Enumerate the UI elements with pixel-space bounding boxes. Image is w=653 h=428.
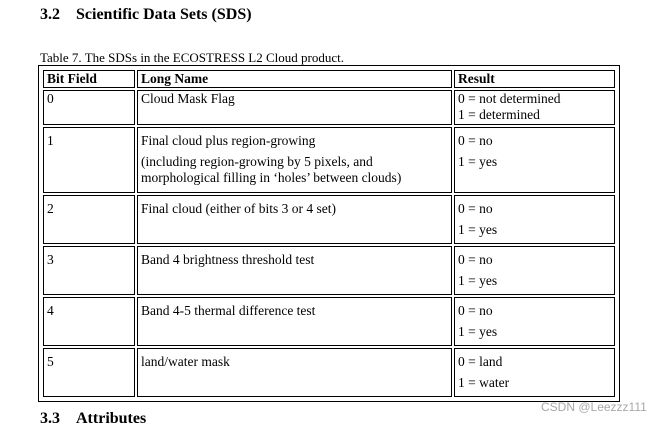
result-cell — [454, 195, 615, 244]
header-result: Result — [454, 70, 615, 88]
result-cell — [454, 348, 615, 397]
sds-table-frame — [38, 65, 620, 402]
bit-field-cell: 4 — [43, 297, 135, 346]
result-cell — [454, 127, 615, 193]
sds-table — [41, 68, 617, 399]
result-line: 1 = determined — [458, 107, 540, 122]
result-cell — [454, 246, 615, 295]
next-section-heading — [40, 410, 146, 428]
long-name-cell — [137, 90, 452, 125]
result-line: 0 = no — [458, 252, 493, 267]
result-line: 1 = yes — [458, 273, 498, 288]
header-long-name: Long Name — [137, 70, 452, 88]
long-name-detail: (including region-growing by 5 pixels, and morphological filling in ‘holes’ between clouds) — [141, 154, 402, 185]
result-line: 1 = water — [458, 375, 510, 390]
section-heading — [40, 6, 252, 24]
long-name-text: Band 4 brightness threshold test — [141, 252, 315, 267]
table-row — [43, 90, 615, 125]
result-line: 0 = no — [458, 303, 493, 318]
result-line: 0 = land — [458, 354, 503, 369]
long-name-cell — [137, 127, 452, 193]
section-title: Scientific Data Sets (SDS) — [76, 6, 252, 23]
table-row — [43, 297, 615, 346]
result-line: 0 = no — [458, 201, 493, 216]
table-row — [43, 195, 615, 244]
result-line: 0 = not determined — [458, 91, 561, 106]
result-cell — [454, 297, 615, 346]
long-name-cell — [137, 297, 452, 346]
table-row — [43, 127, 615, 193]
table-header-row — [43, 70, 615, 88]
header-bit-field: Bit Field — [43, 70, 135, 88]
table-row — [43, 246, 615, 295]
bit-field-cell: 1 — [43, 127, 135, 193]
long-name-text: Final cloud (either of bits 3 or 4 set) — [141, 201, 336, 216]
result-line: 1 = yes — [458, 324, 498, 339]
result-line: 1 = yes — [458, 222, 498, 237]
long-name-text: Cloud Mask Flag — [141, 91, 235, 106]
table-caption: Table 7. The SDSs in the ECOSTRESS L2 Cloud product. — [40, 50, 344, 65]
next-section-title: Attributes — [76, 410, 147, 427]
bit-field-cell: 3 — [43, 246, 135, 295]
long-name-text: Final cloud plus region-growing — [141, 133, 316, 148]
long-name-cell — [137, 195, 452, 244]
result-cell — [454, 90, 615, 125]
result-line: 1 = yes — [458, 154, 498, 169]
result-line: 0 = no — [458, 133, 493, 148]
long-name-text: Band 4-5 thermal difference test — [141, 303, 316, 318]
bit-field-cell: 0 — [43, 90, 135, 125]
table-row — [43, 348, 615, 397]
long-name-cell — [137, 348, 452, 397]
bit-field-cell: 2 — [43, 195, 135, 244]
long-name-text: land/water mask — [141, 354, 230, 369]
next-section-number: 3.3 — [40, 410, 60, 427]
watermark: CSDN @Leezzz111 — [541, 400, 647, 414]
bit-field-cell: 5 — [43, 348, 135, 397]
section-number: 3.2 — [40, 6, 60, 23]
long-name-cell — [137, 246, 452, 295]
